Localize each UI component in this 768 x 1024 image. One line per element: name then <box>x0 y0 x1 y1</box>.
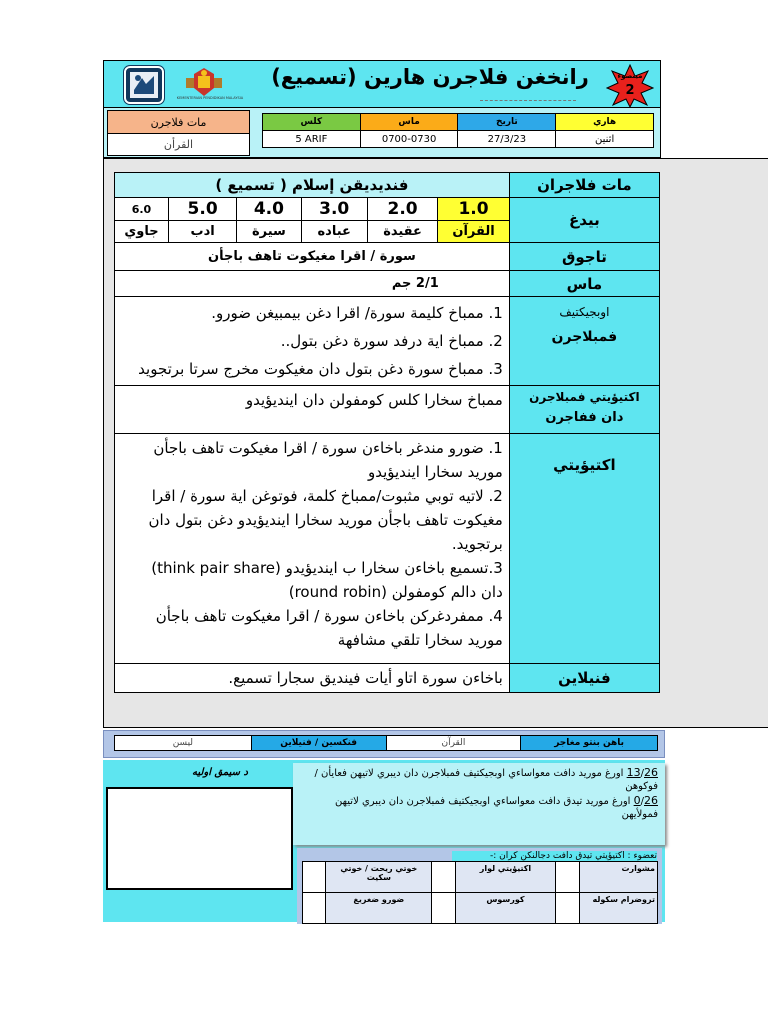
masa-value: 2/1 جم <box>115 271 510 297</box>
not-achieved-text: اورغ موريد تيدق دافت معواساءي اوبجيكتيف فمبلاجرن دان ديبري لاتيهن فمولأيهن <box>335 796 658 820</box>
bidang-name: عباده <box>301 221 367 243</box>
akt-label <box>509 386 659 434</box>
info-table <box>262 113 654 148</box>
achieved-total: 26 <box>644 766 658 779</box>
penilaian-label: فنيلاين <box>509 664 659 693</box>
tajuk-value: سورة / اقرا مغيكوت تاهف باجأن <box>115 243 510 271</box>
akt-value: ممباخ سخارا كلس كومفولن دان اينديؤيدو <box>115 386 510 434</box>
aktiviti-line: دان دالم كومفولن (round robin) <box>288 583 503 601</box>
day-header: هاري <box>556 114 654 131</box>
day-value: اثنين <box>556 131 654 148</box>
tajuk-label: تاجوق <box>509 243 659 271</box>
subject-value: القرأن <box>107 134 250 156</box>
objektif-item: 2. ممباخ اية درفد سورة دغن بتول.. <box>280 332 503 350</box>
not-achieved-total: 26 <box>644 794 658 807</box>
bidang-name: جاوي <box>115 221 169 243</box>
akt-label-line1: اكتيؤيتي فمبلاجرن <box>529 390 640 404</box>
reason-label: ضورو ضغريغ <box>326 893 432 924</box>
fokus-title: فنديديقن إسلام ( تسميع ) <box>115 173 510 198</box>
reason-label: خوتي ريحت / خوتي سكيت <box>326 862 432 893</box>
reason-checkbox[interactable] <box>432 862 455 893</box>
signature-box[interactable] <box>106 787 293 890</box>
reason-checkbox[interactable] <box>556 862 579 893</box>
reason-label: كورسوس <box>455 893 556 924</box>
aktiviti-line: مغيكوت تاهف باجأن موريد سخارا اينديؤيدو دغن بتول دان <box>148 511 503 529</box>
achieved-count: 13 <box>626 766 641 779</box>
other-note: تعضوء : اكتيؤيتي تيدق دافت دجالنكن كران :- <box>452 851 657 861</box>
aktiviti-list <box>115 434 510 664</box>
title-underline <box>480 100 576 101</box>
time-header: ماس <box>360 114 458 131</box>
date-header: تاريخ <box>458 114 556 131</box>
achieved-text: اورغ موريد دافت معواساءي اوبجيكتيف فمبلاجرن دان ديبري لاتيهن فعايأن / فوكوهن <box>314 768 658 792</box>
reason-grid <box>302 861 658 924</box>
subject-label: مات فلاجران <box>509 173 659 198</box>
bidang-number: 3.0 <box>301 198 367 221</box>
bidang-name: سيرة <box>237 221 301 243</box>
reason-checkbox[interactable] <box>303 862 326 893</box>
page-title: رانخغن فلاجرن هارين (تسميع) <box>271 65 589 89</box>
bidang-label: بيدغ <box>509 198 659 243</box>
aktiviti-line: برتجويد. <box>451 535 503 553</box>
bidang-number: 2.0 <box>367 198 437 221</box>
aktiviti-line: موريد سخارا تلقي مشافهة <box>337 631 503 649</box>
bidang-name: ادب <box>168 221 236 243</box>
bbm-table <box>114 735 658 751</box>
bbm-label: باهن بنتو مغاجر <box>521 736 658 751</box>
aktiviti-line: موريد سخارا اينديؤيدو <box>367 463 503 481</box>
crest-logo <box>184 66 224 98</box>
aktiviti-line: 1. ضورو مندغر باخاءن سورة / اقرا مغيكوت تاهف باجأن <box>153 439 503 457</box>
objektif-label-line2: فمبلاجرن <box>551 329 618 345</box>
time-value: 0700-0730 <box>360 131 458 148</box>
bidang-name: عقيدة <box>367 221 437 243</box>
aktiviti-line: 2. لاتيه توبي مثبوت/ممباخ كلمة، فوتوغن اية سورة / اقرا <box>151 487 503 505</box>
reason-label: اكتيؤيتي لوار <box>455 862 556 893</box>
bidang-name: القرآن <box>438 221 509 243</box>
school-logo <box>124 66 164 104</box>
logo-caption: KEMENTERIAN PENDIDIKAN MALAYSIA <box>176 96 244 100</box>
fungsian-label: فنكسين / فنيلاين <box>251 736 386 751</box>
class-header: كلس <box>263 114 361 131</box>
objektif-item: 3. ممباخ سورة دغن بتول دان مغيكوت مخرج سرتا برتجويد <box>138 360 503 378</box>
week-label: مينضوء <box>617 72 643 80</box>
aktiviti-line: 3.تسميع باخاءن سخارا ب اينديؤيدو (think pair share) <box>151 559 503 577</box>
class-value: 5 ARIF <box>263 131 361 148</box>
objektif-label-line1: اوبجيكتيف <box>559 305 610 319</box>
masa-label: ماس <box>509 271 659 297</box>
checked-by-label: د سيمق اوليه <box>192 767 248 778</box>
akt-label-line2: دان ففاجرن <box>545 410 624 425</box>
aktiviti-line: 4. ممفردغركن باخاءن سورة / اقرا مغيكوت تاهف باجأن <box>155 607 503 625</box>
penilaian-value: باخاءن سورة اتاو أيات فينديق سجارا تسميع. <box>115 664 510 693</box>
bidang-number: 4.0 <box>237 198 301 221</box>
bidang-number: 6.0 <box>115 198 169 221</box>
fungsian-value: ليسن <box>115 736 252 751</box>
reason-checkbox[interactable] <box>303 893 326 924</box>
date-value: 27/3/23 <box>458 131 556 148</box>
week-number: 2 <box>625 83 635 98</box>
bbm-value: القرآن <box>386 736 521 751</box>
reason-checkbox[interactable] <box>432 893 455 924</box>
objektif-label <box>509 297 659 386</box>
aktiviti-label: اكتيؤيتي <box>509 434 659 664</box>
reason-label: مشوارت <box>579 862 657 893</box>
bidang-number: 1.0 <box>438 198 509 221</box>
objektif-list <box>115 297 510 386</box>
bidang-number: 5.0 <box>168 198 236 221</box>
reason-label: تروضرام سكوله <box>579 893 657 924</box>
lesson-table <box>114 172 660 693</box>
subject-header: مات فلاجرن <box>107 110 250 134</box>
not-achieved-count: 0 <box>633 794 641 807</box>
refleksi-line-2: 0/26 اورغ موريد تيدق دافت معواساءي اوبجيكتيف فمبلاجرن دان ديبري لاتيهن فمولأيهن <box>335 794 658 820</box>
reason-checkbox[interactable] <box>556 893 579 924</box>
refleksi-line-1: 13/26 اورغ موريد دافت معواساءي اوبجيكتيف فمبلاجرن دان ديبري لاتيهن فعايأن / فوكوهن <box>314 766 658 792</box>
objektif-item: 1. ممباخ كليمة سورة/ اقرا دغن بيمبيغن ضورو. <box>211 304 503 322</box>
